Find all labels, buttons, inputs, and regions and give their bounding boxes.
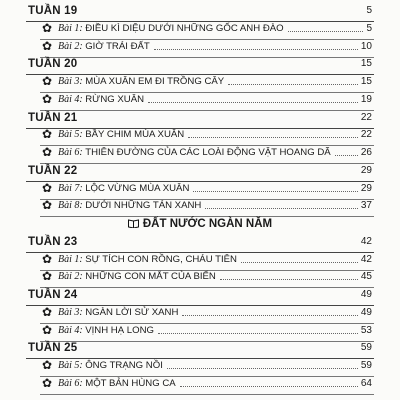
flower-bullet-icon: ✿ [42, 74, 53, 88]
page-number: 29 [360, 183, 372, 194]
lesson-title: VỊNH HẠ LONG [85, 325, 154, 336]
page-number: 5 [366, 5, 372, 16]
lesson-title: NHỮNG CON MẮT CỦA BIỂN [85, 271, 216, 282]
week-label: TUẦN 23 [28, 236, 78, 248]
lesson-number: Bài 4: [58, 325, 83, 336]
dot-leader [193, 191, 358, 192]
lesson-text [58, 325, 154, 336]
dot-leader [288, 31, 363, 32]
section-heading [0, 218, 400, 230]
dot-leader [182, 315, 358, 316]
week-label: TUẦN 19 [28, 5, 78, 17]
lesson-number: Bài 5: [58, 129, 83, 140]
dot-leader [220, 279, 358, 280]
week-header [0, 286, 400, 306]
lesson-title: THIÊN ĐƯỜNG CỦA CÁC LOÀI ĐỘNG VẬT HOANG DÃ [85, 147, 331, 158]
lesson-number: Bài 2: [58, 41, 83, 52]
dot-leader [167, 368, 358, 369]
lesson-text [58, 183, 189, 194]
flower-bullet-icon: ✿ [42, 92, 53, 106]
dot-leader [188, 137, 358, 138]
lesson-entry [0, 375, 400, 395]
section-title: ĐẤT NƯỚC NGÀN NĂM [142, 218, 273, 230]
flower-bullet-icon: ✿ [42, 269, 53, 283]
lesson-title: MỘT BẢN HÙNG CA [85, 378, 176, 389]
week-header [0, 55, 400, 75]
lesson-entry [0, 91, 400, 111]
lesson-text [58, 378, 176, 389]
week-label: TUẦN 21 [28, 112, 78, 124]
page-number: 53 [360, 325, 372, 336]
week-label: TUẦN 20 [28, 58, 78, 70]
lesson-number: Bài 5: [58, 360, 83, 371]
lesson-number: Bài 1: [58, 254, 83, 265]
page-number: 49 [360, 289, 372, 300]
lesson-number: Bài 6: [58, 378, 83, 389]
week-header [0, 339, 400, 359]
page-number: 64 [360, 378, 372, 389]
week-label: TUẦN 22 [28, 165, 78, 177]
lesson-text [58, 254, 237, 265]
lesson-number: Bài 7: [58, 183, 83, 194]
flower-bullet-icon: ✿ [42, 323, 53, 337]
page-number: 22 [360, 129, 372, 140]
lesson-text [58, 129, 184, 140]
page-number: 59 [360, 342, 372, 353]
section-header [0, 215, 400, 235]
lesson-entry [0, 126, 400, 146]
lesson-title: GIỜ TRÁI ĐẤT [85, 41, 150, 52]
lesson-title: NGÀN LỜI SỬ XANH [85, 307, 179, 318]
page-number: 15 [360, 76, 372, 87]
dot-leader [205, 208, 358, 209]
lesson-text [58, 23, 284, 34]
page-number: 26 [360, 147, 372, 158]
page-number: 42 [360, 236, 372, 247]
page-number: 45 [360, 271, 372, 282]
lesson-title: LỘC VỪNG MÙA XUÂN [85, 183, 190, 194]
dot-leader [148, 102, 358, 103]
page-number: 42 [360, 254, 372, 265]
week-label: TUẦN 25 [28, 342, 78, 354]
lesson-entry [0, 197, 400, 217]
lesson-number: Bài 2: [58, 271, 83, 282]
page-number: 10 [360, 41, 372, 52]
lesson-title: SỰ TÍCH CON RỒNG, CHÁU TIÊN [85, 254, 237, 265]
dot-leader [228, 84, 358, 85]
lesson-title: MÙA XUÂN EM ĐI TRỒNG CÂY [85, 76, 225, 87]
flower-bullet-icon: ✿ [42, 181, 53, 195]
page-number: 19 [360, 94, 372, 105]
lesson-number: Bài 4: [58, 94, 83, 105]
lesson-text [58, 200, 201, 211]
lesson-number: Bài 8: [58, 200, 83, 211]
open-book-icon [128, 219, 139, 228]
page-number: 49 [360, 307, 372, 318]
week-header [0, 162, 400, 182]
lesson-entry [0, 357, 400, 377]
lesson-text [58, 271, 216, 282]
dot-leader [241, 262, 358, 263]
divider [40, 394, 374, 395]
lesson-text [58, 94, 144, 105]
lesson-title: BẦY CHIM MÙA XUÂN [85, 129, 185, 140]
dot-leader [335, 155, 358, 156]
lesson-entry [0, 144, 400, 164]
flower-bullet-icon: ✿ [42, 358, 53, 372]
lesson-title: RỪNG XUÂN [85, 94, 145, 105]
week-header [0, 233, 400, 253]
lesson-text [58, 360, 163, 371]
page-number: 59 [360, 360, 372, 371]
page-number: 22 [360, 112, 372, 123]
lesson-number: Bài 6: [58, 147, 83, 158]
lesson-text [58, 147, 331, 158]
flower-bullet-icon: ✿ [42, 305, 53, 319]
lesson-text [58, 307, 178, 318]
flower-bullet-icon: ✿ [42, 145, 53, 159]
lesson-title: ÔNG TRẠNG NỒI [85, 360, 163, 371]
lesson-title: DƯỚI NHỮNG TÁN XANH [85, 200, 202, 211]
lesson-number: Bài 1: [58, 23, 83, 34]
flower-bullet-icon: ✿ [42, 376, 53, 390]
flower-bullet-icon: ✿ [42, 21, 53, 35]
lesson-number: Bài 3: [58, 76, 83, 87]
flower-bullet-icon: ✿ [42, 198, 53, 212]
lesson-title: ĐIỀU KÌ DIỆU DƯỚI NHỮNG GỐC ANH ĐÀO [85, 23, 284, 34]
dot-leader [154, 49, 358, 50]
flower-bullet-icon: ✿ [42, 127, 53, 141]
lesson-entry [0, 268, 400, 288]
flower-bullet-icon: ✿ [42, 252, 53, 266]
lesson-entry [0, 73, 400, 93]
page-number: 5 [366, 23, 372, 34]
page-number: 15 [360, 58, 372, 69]
week-header [0, 2, 400, 22]
week-label: TUẦN 24 [28, 289, 78, 301]
dot-leader [158, 333, 358, 334]
flower-bullet-icon: ✿ [42, 39, 53, 53]
page-number: 37 [360, 200, 372, 211]
lesson-number: Bài 3: [58, 307, 83, 318]
lesson-entry [0, 304, 400, 324]
dot-leader [180, 386, 358, 387]
lesson-entry [0, 20, 400, 40]
lesson-text [58, 41, 150, 52]
page-number: 29 [360, 165, 372, 176]
lesson-text [58, 76, 224, 87]
